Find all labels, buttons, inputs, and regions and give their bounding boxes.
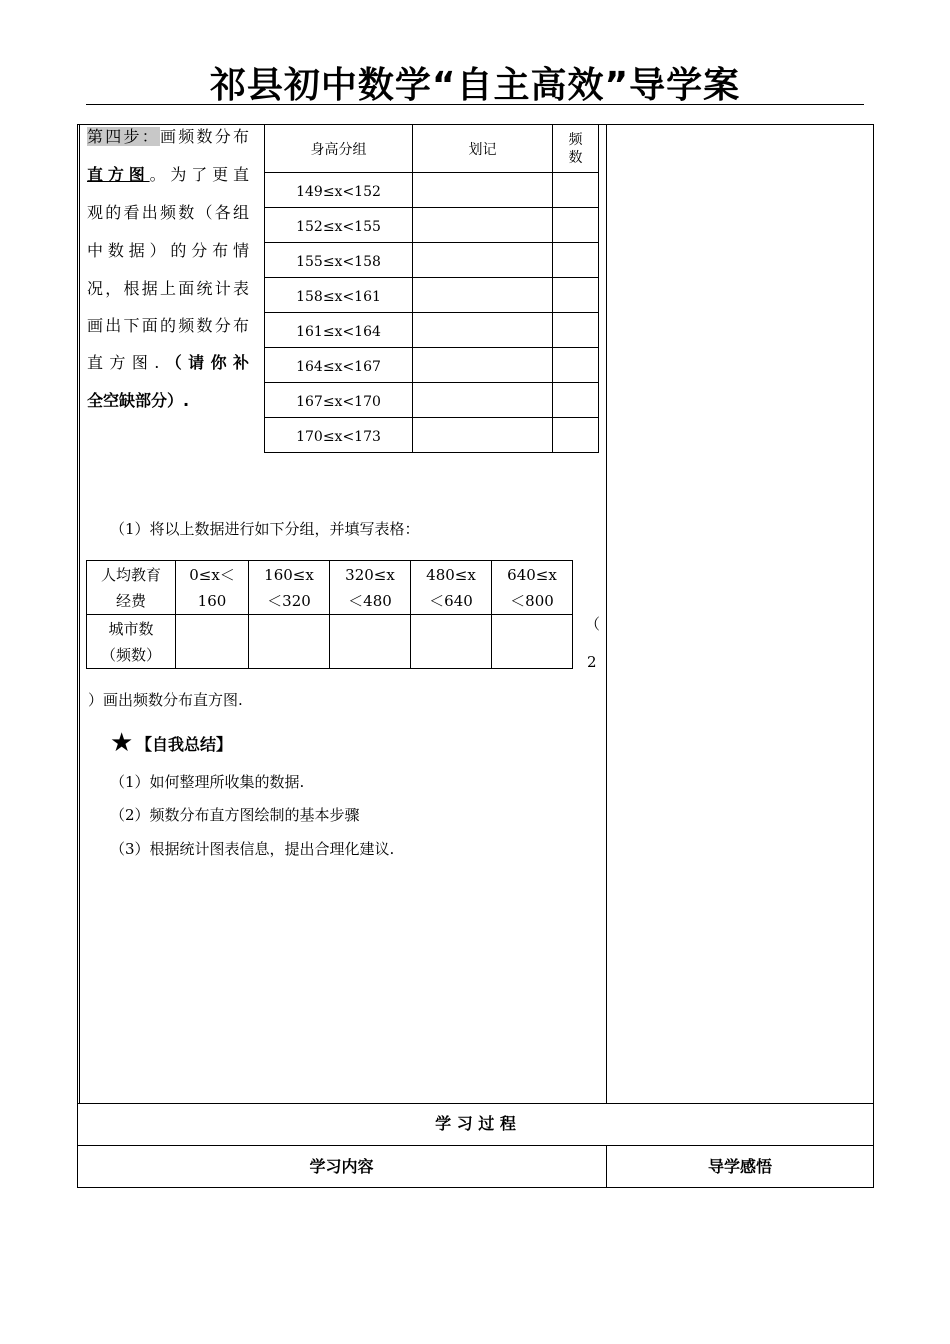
city-count-cell[interactable] xyxy=(330,615,411,669)
frequency-cell[interactable] xyxy=(553,383,599,418)
city-count-cell[interactable] xyxy=(249,615,330,669)
range-cell: 160≤x ＜320 xyxy=(249,561,330,615)
height-range-cell: 170≤x<173 xyxy=(265,418,413,453)
tally-cell[interactable] xyxy=(413,418,553,453)
step4-line xyxy=(87,156,249,194)
frequency-cell[interactable] xyxy=(553,418,599,453)
step4-text: 直方图. xyxy=(87,353,160,372)
step4-line: 中数据）的分布情 xyxy=(87,241,249,260)
tally-cell[interactable] xyxy=(413,278,553,313)
column-divider xyxy=(606,124,607,1104)
frequency-cell[interactable] xyxy=(553,243,599,278)
row-divider xyxy=(77,1103,874,1104)
row-header: 城市数 （频数） xyxy=(87,615,176,669)
tally-cell[interactable] xyxy=(413,348,553,383)
summary-item: （3）根据统计图表信息，提出合理化建议. xyxy=(110,840,395,858)
height-range-cell: 164≤x<167 xyxy=(265,348,413,383)
height-range-cell: 161≤x<164 xyxy=(265,313,413,348)
tally-cell[interactable] xyxy=(413,313,553,348)
summary-item: （2）频数分布直方图绘制的基本步骤 xyxy=(110,806,360,824)
frequency-cell[interactable] xyxy=(553,208,599,243)
title-rule xyxy=(86,104,864,105)
step4-line: 全空缺部分）. xyxy=(87,391,190,410)
range-cell: 640≤x ＜800 xyxy=(492,561,573,615)
row-divider xyxy=(77,1145,874,1146)
summary-item: （1）如何整理所收集的数据. xyxy=(110,773,305,791)
frequency-cell[interactable] xyxy=(553,348,599,383)
step4-line: 画出下面的频数分布 xyxy=(87,316,249,335)
height-group-table xyxy=(264,124,599,453)
step4-line xyxy=(87,344,249,382)
range-cell: 0≤x＜ 160 xyxy=(176,561,249,615)
range-cell: 480≤x ＜640 xyxy=(411,561,492,615)
frequency-cell[interactable] xyxy=(553,313,599,348)
task2-paren: （ xyxy=(585,615,601,633)
frequency-cell[interactable] xyxy=(553,173,599,208)
step4-line: 况，根据上面统计表 xyxy=(87,279,249,298)
tally-cell[interactable] xyxy=(413,208,553,243)
city-count-cell[interactable] xyxy=(492,615,573,669)
height-range-cell: 158≤x<161 xyxy=(265,278,413,313)
frame-double-line xyxy=(79,124,80,1104)
step4-line: 观的看出频数（各组 xyxy=(87,203,249,222)
task1-instruction: （1）将以上数据进行如下分组，并填写表格： xyxy=(110,520,420,538)
step4-text: 画频数分布 xyxy=(160,127,249,146)
step4-bold-text: （请你补 xyxy=(159,353,249,372)
city-count-cell[interactable] xyxy=(176,615,249,669)
frequency-cell[interactable] xyxy=(553,278,599,313)
education-funding-table xyxy=(86,560,573,669)
learning-content-heading: 学习内容 xyxy=(309,1157,374,1176)
task2-number: 2 xyxy=(587,653,597,671)
table-header: 划记 xyxy=(413,125,553,173)
height-range-cell: 149≤x<152 xyxy=(265,173,413,208)
table-header: 身高分组 xyxy=(265,125,413,173)
step4-line xyxy=(87,118,249,156)
height-range-cell: 167≤x<170 xyxy=(265,383,413,418)
reflection-heading: 导学感悟 xyxy=(707,1157,772,1176)
range-cell: 320≤x ＜480 xyxy=(330,561,411,615)
tally-cell[interactable] xyxy=(413,173,553,208)
page-title: 祁县初中数学“自主高效”导学案 xyxy=(209,65,741,106)
tally-cell[interactable] xyxy=(413,383,553,418)
step4-label: 第四步： xyxy=(87,127,160,146)
summary-heading: 【自我总结】 xyxy=(136,735,233,754)
table-header: 频数 xyxy=(553,125,599,173)
height-range-cell: 152≤x<155 xyxy=(265,208,413,243)
step4-text: 。为了更直 xyxy=(149,165,249,184)
tally-cell[interactable] xyxy=(413,243,553,278)
height-range-cell: 155≤x<158 xyxy=(265,243,413,278)
learning-process-heading: 学 习 过 程 xyxy=(435,1114,516,1133)
histogram-term: 直方图 xyxy=(87,165,150,184)
task2-instruction: ）画出频数分布直方图. xyxy=(88,691,243,709)
star-icon: ★ xyxy=(110,728,134,758)
city-count-cell[interactable] xyxy=(411,615,492,669)
row-header: 人均教育 经费 xyxy=(87,561,176,615)
